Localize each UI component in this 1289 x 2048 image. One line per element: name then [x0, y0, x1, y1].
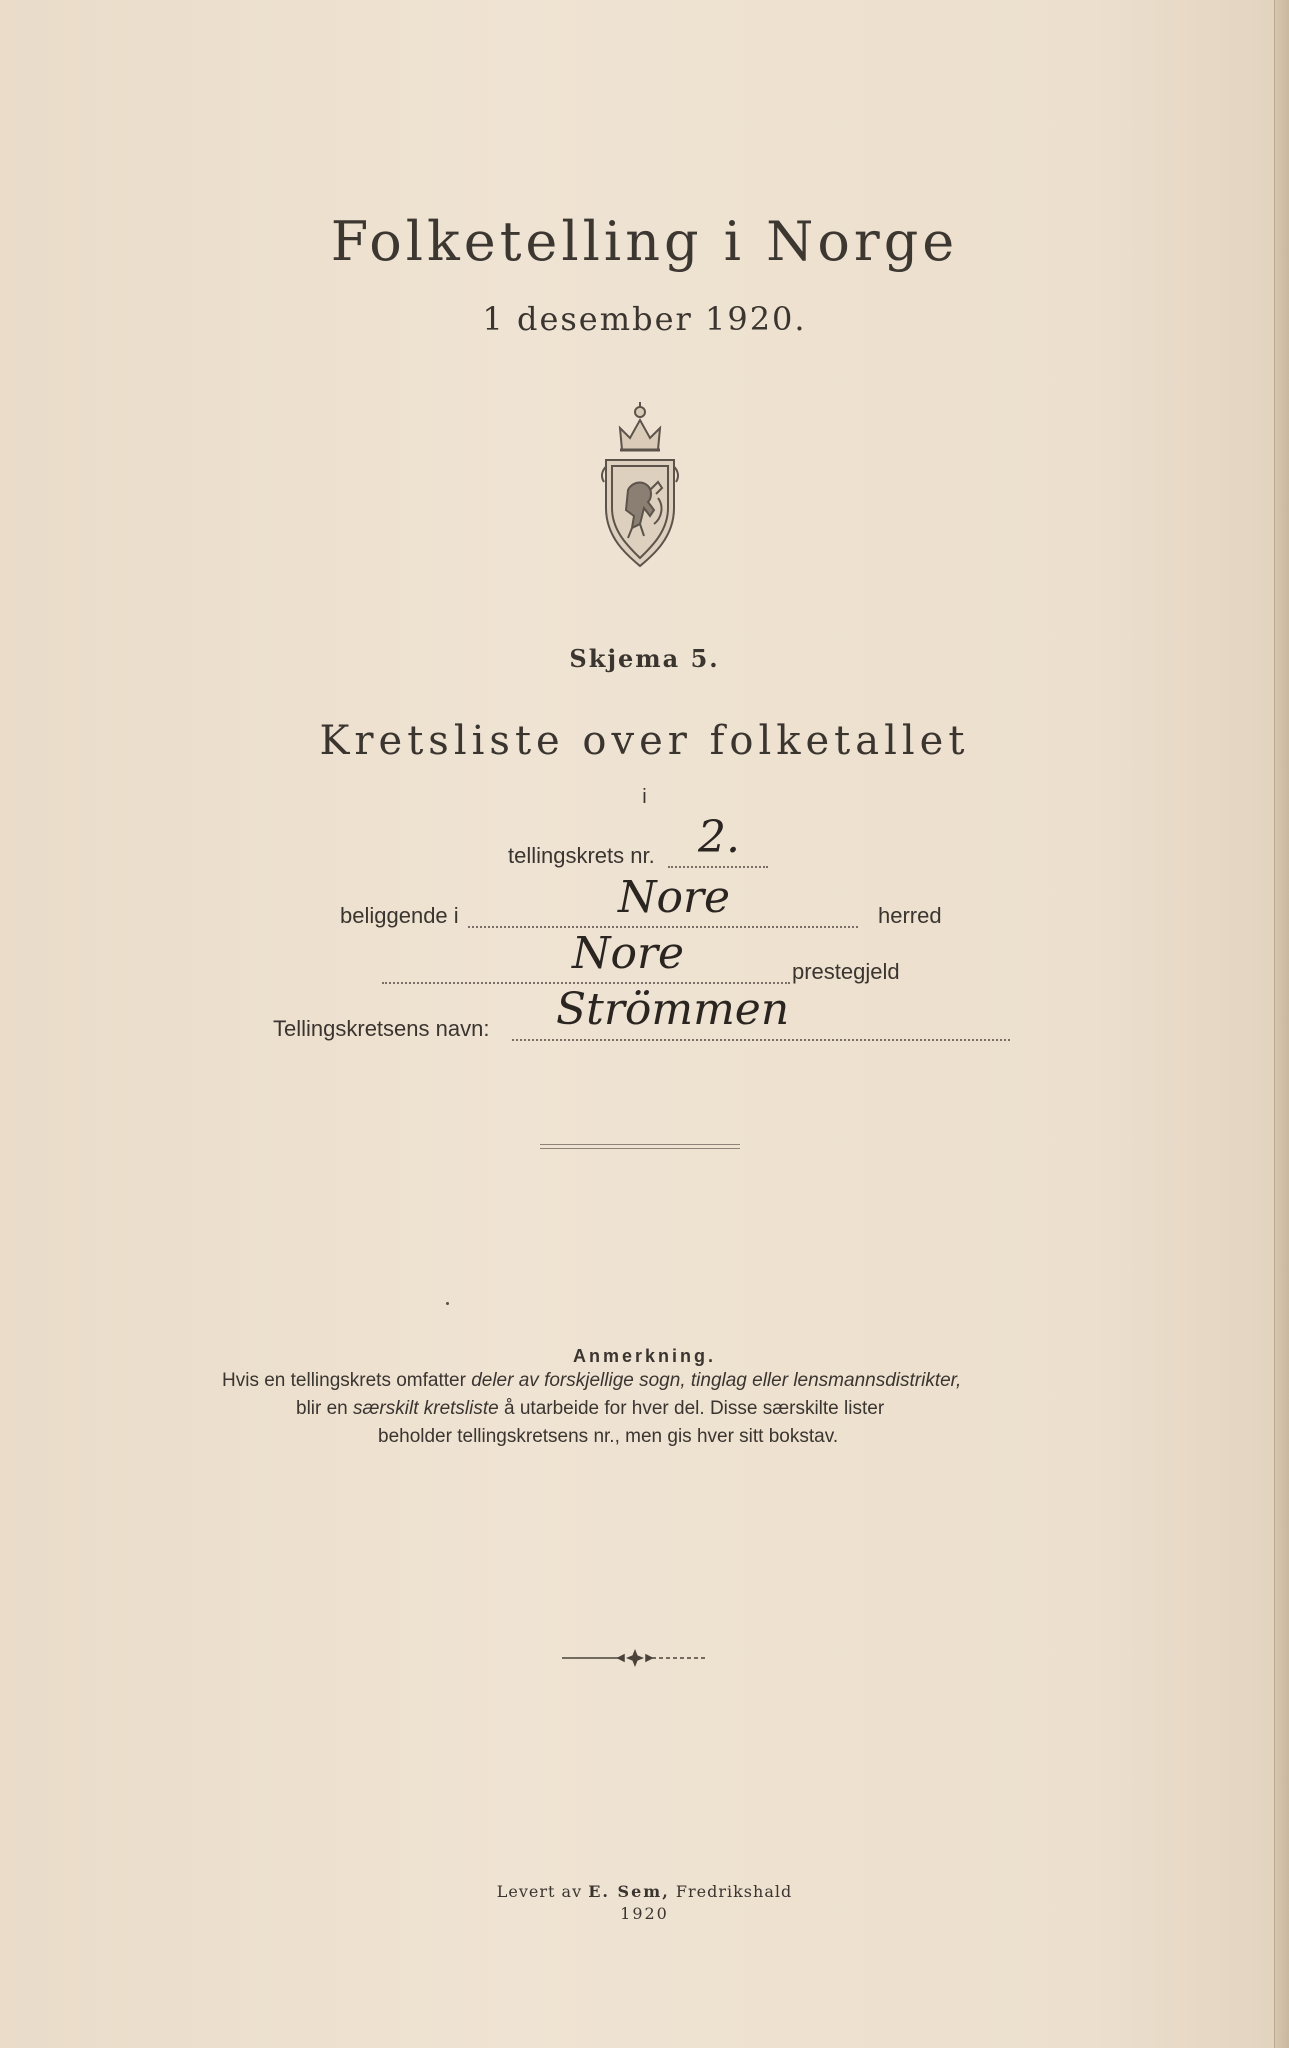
herred-value[interactable]: Nore	[618, 872, 731, 923]
ink-speck	[446, 1302, 449, 1305]
preposition-i: i	[642, 786, 647, 808]
note-line-2-text-a: blir en	[296, 1398, 354, 1419]
krets-nr-value[interactable]: 2.	[698, 812, 740, 863]
ornament-divider-icon	[560, 1648, 710, 1668]
printer-place: Fredrikshald	[669, 1882, 793, 1901]
krets-nr-label: tellingskrets nr.	[508, 843, 655, 868]
navn-line	[512, 1039, 1010, 1041]
navn-label: Tellingskretsens navn:	[273, 1016, 490, 1041]
navn-value[interactable]: Strömmen	[556, 984, 790, 1035]
note-line-2-text-c: å utarbeide for hver del. Disse særskilte lister	[498, 1398, 885, 1419]
document-title: Folketelling i Norge	[330, 210, 959, 273]
prestegjeld-value[interactable]: Nore	[572, 928, 685, 979]
note-line-2-italic: særskilt kretsliste	[353, 1398, 499, 1419]
note-title: Anmerkning.	[572, 1346, 716, 1366]
separator-rule	[540, 1144, 740, 1145]
krets-nr-line	[668, 866, 768, 868]
form-heading: Kretsliste over folketallet	[319, 718, 970, 764]
separator-rule-2	[540, 1148, 740, 1149]
note-line-1-italic: deler av forskjellige sogn, tinglag eller lensmannsdistrikter,	[471, 1370, 962, 1391]
beliggende-label: beliggende i	[340, 903, 459, 928]
note-line-1-text: Hvis en tellingskrets omfatter	[222, 1370, 472, 1391]
document-date: 1 desember 1920.	[482, 300, 807, 338]
printer-name: E. Sem,	[588, 1882, 670, 1901]
schema-number: Skjema 5.	[569, 644, 720, 673]
norway-coat-of-arms-icon	[592, 398, 688, 570]
note-line-2	[296, 1398, 884, 1420]
printer-year: 1920	[620, 1904, 669, 1923]
prestegjeld-suffix: prestegjeld	[792, 959, 900, 984]
note-line-3: beholder tellingskretsens nr., men gis hver sitt bokstav.	[378, 1426, 839, 1447]
printer-credit	[0, 1882, 1289, 1901]
herred-suffix: herred	[878, 903, 942, 928]
printer-prefix: Levert av	[496, 1882, 589, 1901]
note-line-1	[222, 1370, 961, 1392]
